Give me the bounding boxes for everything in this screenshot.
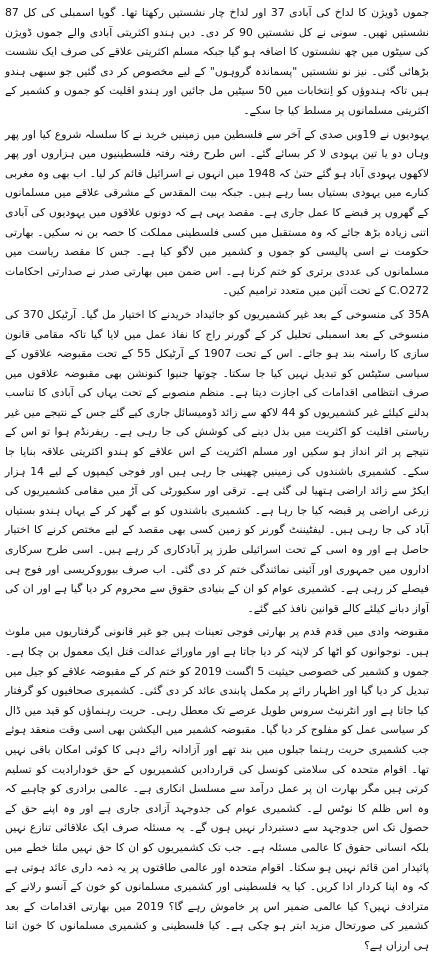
article-paragraph-2: یہودیوں نے 19ویں صدی کے آخر سے فلسطین میں زمینیں خرید نے کا سلسلہ شروع کیا اور پھر وہاں دو یا تین یہودی لا کر بسائے گئے۔ اس طرح رفتہ رفتہ فلسطینیوں میں ہزاروں اور پھر لاکھوں یہودی آباد ہو گئے حتیٰ کہ 1948 میں انہوں نے اسرائیل قائم کر لیا۔ اب بھی وہ مغربی کنارے میں یہودی بستیاں بسا رہے ہیں۔ جبکہ بیت المقدس کے مشرقی علاقے میں مسلمانوں کے گھروں پر قبضے کا عمل جاری ہے۔ مقصد یہی ہے کہ دونوں علاقوں میں یہودیوں کی آبادی اتنی زیادہ بڑھ جائے کہ وہ مستقبل میں کسی فلسطینی مملکت کا حصہ بن نہ سکیں۔ بھارتی حکومت نے اسی پالیسی کو جموں و کشمیر میں لاگو کیا ہے۔ جس کا مقصد ریاست میں مسلمانوں کی عددی برتری کو ختم کرنا ہے۔ اس ضمن میں بھارتی صدر نے صدارتی احکامات C.O272 کے تحت آئین میں متعدد ترامیم کیں۔ <box>5 127 429 298</box>
article-paragraph-1: جموں ڈویژن کا لداخ کی آبادی 37 اور لداخ چار نشستیں رکھتا تھا۔ گویا اسمبلی کی کل 87 نشستیں تھیں۔ سونی نے کل نشستیں 90 کر دی۔ دیں ہندو اکثریتی آبادی والے جموں ڈویژن کی سیٹوں میں چھ نشستوں کا اضافہ ہو گیا جبکہ مسلم اکثریتی علاقے کی صرف ایک نشست بڑھائی گئی۔ نیز نو نشستیں "پسماندہ گروہوں" کے لیے مخصوص کر دی گئیں جو سبھی ہندو ہیں تاکہ ہندوؤں کو اِنتخابات میں 50 سیٹیں مل جائیں اور ہندو اقلیت کو جموں و کشمیر کے اکثریتی مسلمانوں پر مسلط کیا جا سکے۔ <box>5 6 429 117</box>
article-body <box>5 3 429 956</box>
article-paragraph-3: 35A کی منسوخی کے بعد غیر کشمیریوں کو جائیداد خریدنے کا اختیار مل گیا۔ آرٹیکل 370 کی منسوخی کے بعد اسمبلی تحلیل کر کے گورنر راج کا نفاذ عمل میں لایا گیا تاکہ مقامی قانون سازی کا راستہ بند ہو جائے۔ اس کے تحت 1907 کے آرٹیکل 55 کے تحت مقبوضہ علاقوں کے سیاسی سٹیٹس کو تبدیل نہیں کیا جا سکتا۔ چوتھا جنیوا کنونشن بھی مقبوضہ علاقوں میں صرف انتظامی اقدامات کی اجازت دیتا ہے۔ منظم منصوبے کے تحت یہاں کی آبادی کا تناسب بدلنے کیلئے غیر کشمیریوں کو 44 لاکھ سے زائد ڈومیسائل جاری کیے گئے جس کے نتیجے میں غیر ریاستی اقلیت کو اکثریت میں بدل دینے کی کوشش کی جا رہی ہے۔ ریفرنڈم ہوا تو اس کے نتیجے پر اثر انداز ہو سکیں اور مسلم اکثریت کے اس علاقے کو ہندو اکثریتی علاقہ بنایا جا سکے۔ کشمیری باشندوں کی زمینیں چھینی جا رہی ہیں اور فوجی کیمپوں کے لیے 14 ہزار ایکڑ سے زائد اراضی ہتھیا لی گئی ہے۔ ترقی اور سکیورٹی کی آڑ میں مقامی کشمیریوں کی زرعی اراضی پر قبضہ کیا جا رہا ہے۔ کشمیری باشندوں کو بے گھر کر کے یہاں ہندو بستیاں آباد کی جا رہی ہیں۔ لیفٹیننٹ گورنر کو زمین کسی بھی مقصد کے لیے مختص کرنے کا اختیار حاصل ہے اور وہ اسی کے تحت اسرائیلی طرز پر آبادکاری کر رہے ہیں۔ اسی طرح سرکاری اداروں میں جمہوری اور آئینی نمائندگی ختم کر دی گئی۔ اب صرف بیوروکریسی اور فوج ہی فیصلے کر رہی ہے۔ کشمیری عوام کو ان کے بنیادی حقوق سے محروم کر دیا گیا ہے اور ان کی آواز دبانے کیلئے کالے قوانین نافذ کیے گئے۔ <box>5 307 430 615</box>
article-paragraph-4: مقبوضہ وادی میں قدم قدم پر بھارتی فوجی تعینات ہیں جو غیر قانونی گرفتاریوں میں ملوث ہیں۔ نوجوانوں کو اٹھا کر لاپتہ کر دیا جاتا ہے اور ماورائے عدالت قتل ایک معمول بن چکا ہے۔ جموں و کشمیر کی خصوصی حیثیت 5 اگست 2019 کو ختم کر کے مقبوضہ علاقے کو جیل میں تبدیل کر دیا گیا اور اظہار رائے پر مکمل پابندی عائد کر دی گئی۔ کشمیری صحافیوں کو گرفتار کیا جاتا ہے اور انٹرنیٹ سروس طویل عرصے تک معطل رہی۔ حریت رہنماؤں کو قید میں ڈال کر سیاسی عمل کو مفلوج کر دیا گیا۔ مقبوضہ کشمیر میں الیکشن بھی اسی وقت منعقد ہوئے جب کشمیری حریت رہنما جیلوں میں بند تھے اور آزادانہ رائے دہی کا کوئی امکان باقی نہیں تھا۔ اقوام متحدہ کی سلامتی کونسل کی قراردادیں کشمیریوں کے حق خودارادیت کو تسلیم کرتی ہیں مگر بھارت ان پر عمل درآمد سے مسلسل انکاری ہے۔ عالمی برادری کو چاہیے کہ وہ اس ظلم کا نوٹس لے۔ کشمیری عوام کی جدوجہد آزادی جاری ہے اور وہ اپنے حق کے حصول تک اس جدوجہد سے دستبردار نہیں ہوں گے۔ یہ مسئلہ صرف ایک علاقائی تنازع نہیں بلکہ انسانی حقوق کا عالمی مسئلہ ہے۔ جب تک کشمیریوں کو ان کا حق نہیں ملتا خطے میں پائیدار امن قائم نہیں ہو سکتا۔ اقوام متحدہ اور عالمی طاقتوں پر یہ ذمہ داری عائد ہوتی ہے کہ وہ اپنا کردار ادا کریں۔ کیا یہ فلسطینی اور کشمیری مسلمانوں کو خون کے آنسو رلانے کے مترادف نہیں؟ کیا عالمی ضمیر اس پر خاموش رہے گا؟ 2019 میں بھارتی اقدامات کے بعد کشمیر کی صورتحال مزید ابتر ہو چکی ہے۔ کیا فلسطینی و کشمیری مسلمانوں کا خون اتنا ہی ارزاں ہے؟ <box>5 625 430 952</box>
